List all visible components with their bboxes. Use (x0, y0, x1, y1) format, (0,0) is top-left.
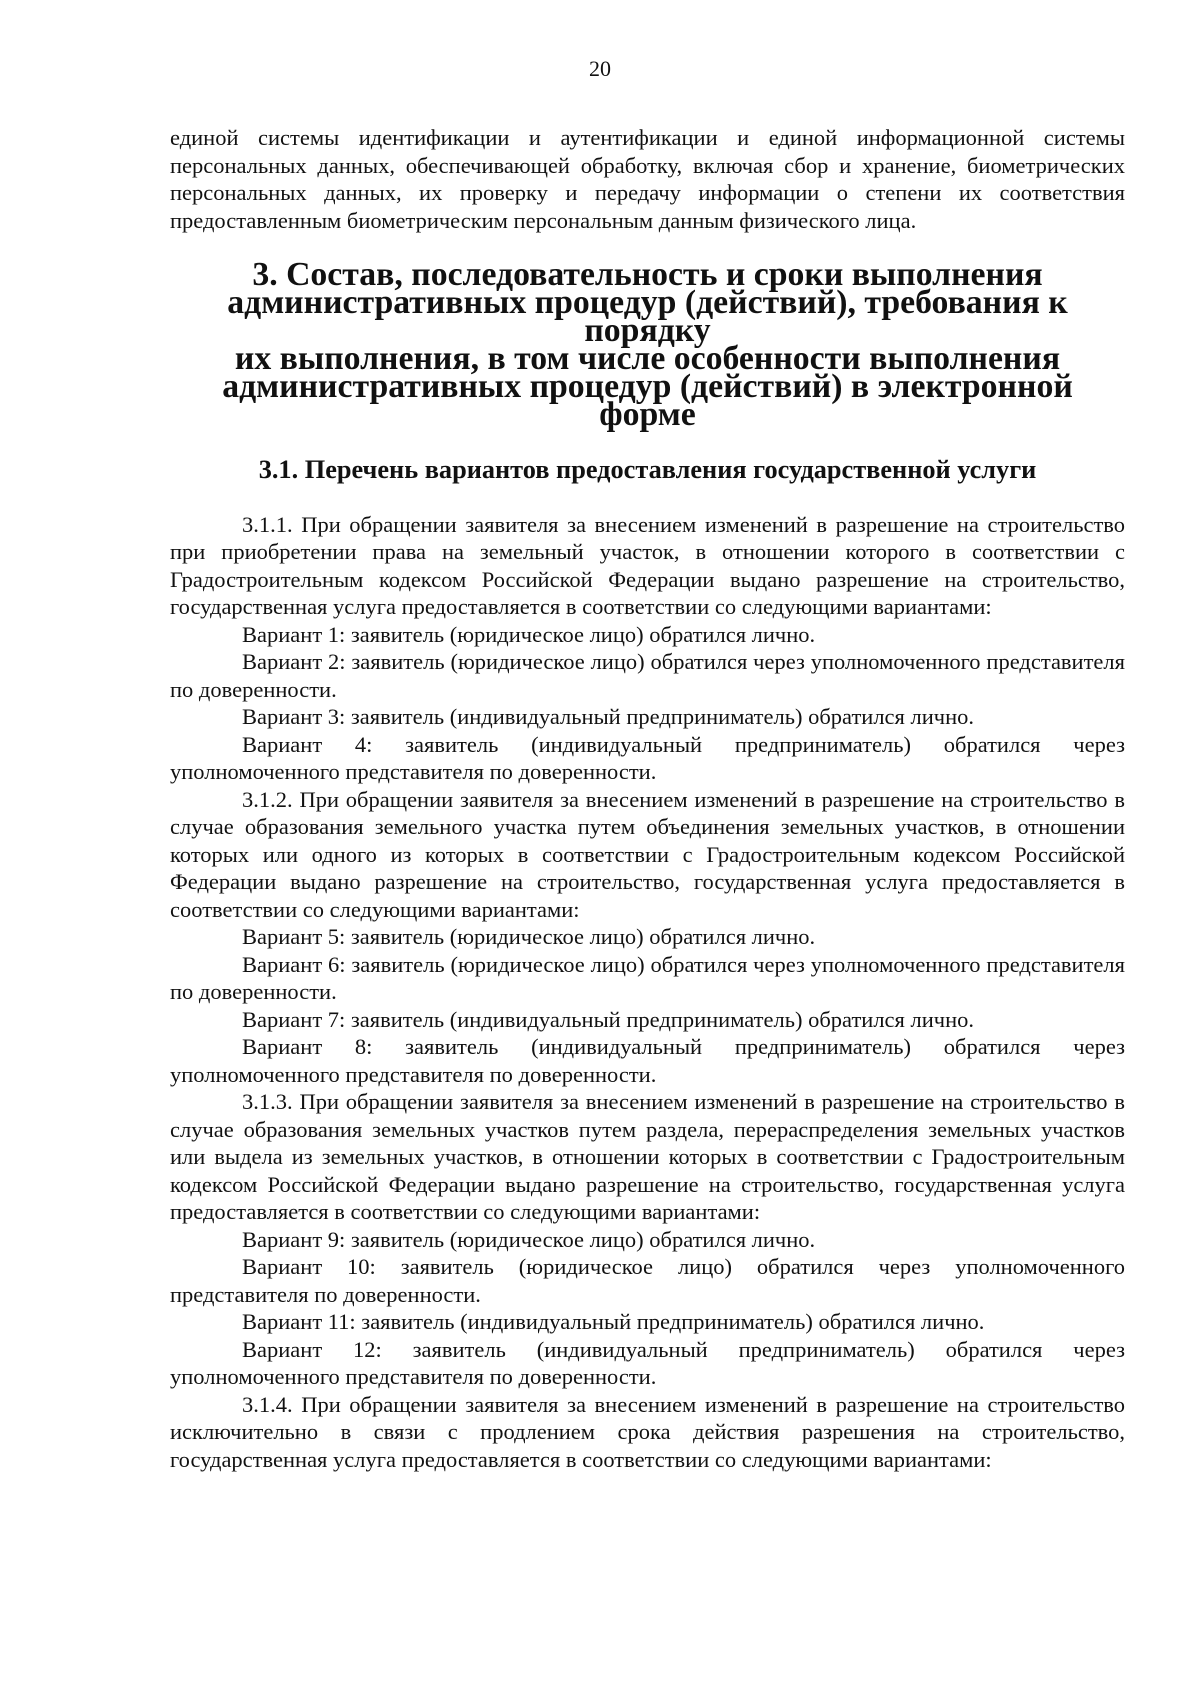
variant-1: Вариант 1: заявитель (юридическое лицо) обратился лично. (242, 621, 816, 647)
variant-2: Вариант 2: заявитель (юридическое лицо) обратился через уполномоченного представителя по доверенности. (170, 649, 1125, 702)
variant-6: Вариант 6: заявитель (юридическое лицо) обратился через уполномоченного представителя по доверенности. (170, 951, 1125, 1004)
clause-3-1-3: 3.1.3. При обращении заявителя за внесением изменений в разрешение на строительство в случае образования земельных участков путем раздела, перераспределения земельных участков или выдела из земельных участков, в отношении которых в соответствии с Градостроительным кодексом Российской Федерации выдано разрешение на строительство, государственная услуга предоставляется в соответствии со следующими вариантами: (170, 1089, 1125, 1224)
document-body (170, 124, 1125, 1473)
variant-9: Вариант 9: заявитель (юридическое лицо) обратился лично. (242, 1226, 816, 1252)
section-heading-line: их выполнения, в том числе особенности выполнения (234, 340, 1061, 377)
section-heading-line: административных процедур (действий), требования к порядку (227, 284, 1068, 349)
variant-10: Вариант 10: заявитель (юридическое лицо) обратился через уполномоченного представителя по доверенности. (170, 1254, 1125, 1307)
section-heading (170, 256, 1125, 433)
variant-7: Вариант 7: заявитель (индивидуальный предприниматель) обратился лично. (242, 1006, 975, 1032)
section-heading-line: административных процедур (действий) в электронной форме (222, 368, 1073, 433)
clause-3-1-2: 3.1.2. При обращении заявителя за внесением изменений в разрешение на строительство в случае образования земельного участка путем объединения земельных участков, в отношении которых или одного из которых в соответствии с Градостроительным кодексом Российской Федерации выдано разрешение на строительство, государственная услуга предоставляется в соответствии со следующими вариантами: (170, 786, 1125, 922)
section-heading-line: 3. Состав, последовательность и сроки выполнения (252, 256, 1043, 293)
variant-5: Вариант 5: заявитель (юридическое лицо) обратился лично. (242, 924, 816, 949)
intro-paragraph: единой системы идентификации и аутентификации и единой информационной системы персональных данных, обеспечивающей обработку, включая сбор и хранение, биометрических персональных данных, их проверку и передачу информации о степени их соответствия предоставленным биометрическим персональным данным физического лица. (170, 125, 1125, 233)
page-number: 20 (589, 56, 611, 81)
variant-4: Вариант 4: заявитель (индивидуальный предприниматель) обратился через уполномоченного представителя по доверенности. (170, 731, 1125, 784)
subsection-heading: 3.1. Перечень вариантов предоставления государственной услуги (258, 455, 1037, 484)
clause-3-1-4: 3.1.4. При обращении заявителя за внесением изменений в разрешение на строительство исключительно в связи с продлением срока действия разрешения на строительство, государственная услуга предоставляется в соответствии со следующими вариантами: (170, 1391, 1125, 1472)
variant-12: Вариант 12: заявитель (индивидуальный предприниматель) обратился через уполномоченного представителя по доверенности. (170, 1336, 1125, 1389)
variant-8: Вариант 8: заявитель (индивидуальный предприниматель) обратился через уполномоченного представителя по доверенности. (170, 1034, 1125, 1087)
clause-3-1-1: 3.1.1. При обращении заявителя за внесением изменений в разрешение на строительство при приобретении права на земельный участок, в отношении которого в соответствии с Градостроительным кодексом Российской Федерации выдано разрешение на строительство, государственная услуга предоставляется в соответствии со следующими вариантами: (170, 511, 1125, 619)
variant-3: Вариант 3: заявитель (индивидуальный предприниматель) обратился лично. (242, 704, 975, 729)
variant-11: Вариант 11: заявитель (индивидуальный предприниматель) обратился лично. (242, 1309, 985, 1334)
